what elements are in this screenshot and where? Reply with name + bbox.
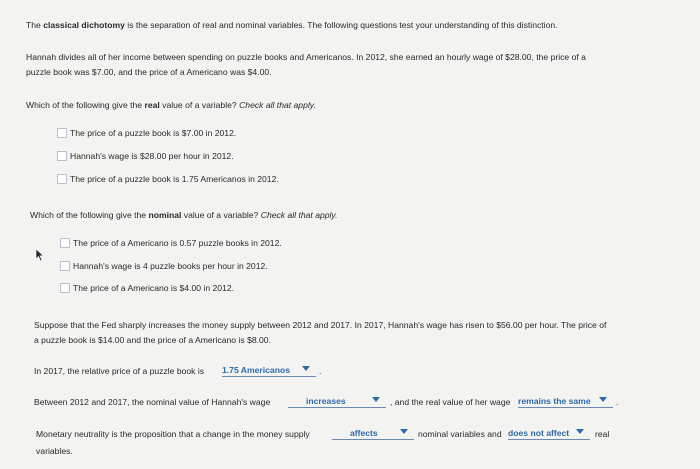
neutrality-question-suffix: real <box>595 429 610 439</box>
chevron-down-icon <box>576 429 584 434</box>
scenario-paragraph: Hannah divides all of her income between spending on puzzle books and Americanos. In 2012, she earned an hourly wage of $28.00, the price of a puzzle book was $7.00, and the price of a Americano was $4.00. <box>26 52 586 77</box>
chevron-down-icon <box>400 429 408 434</box>
q1-option-2-checkbox[interactable] <box>57 151 67 161</box>
q2-option-3-label[interactable]: The price of a Americano is $4.00 in 2012. <box>73 283 234 293</box>
neutrality-blank <box>332 428 350 440</box>
neutrality-question-line2: variables. <box>36 446 73 456</box>
q2-option-1-checkbox[interactable] <box>60 238 70 248</box>
q1-option-1-label[interactable]: The price of a puzzle book is $7.00 in 2012. <box>70 128 237 138</box>
question-real: Which of the following give the real value of a variable? Check all that apply. <box>26 100 316 110</box>
chevron-down-icon <box>302 366 310 371</box>
q2-option-2-label[interactable]: Hannah's wage is 4 puzzle books per hour in 2012. <box>73 261 268 271</box>
real-wage-dropdown[interactable]: remains the same <box>518 396 613 408</box>
relative-price-dropdown[interactable]: 1.75 Americanos <box>222 365 316 377</box>
question-nominal: Which of the following give the nominal value of a variable? Check all that apply. <box>30 210 338 220</box>
chevron-down-icon <box>372 397 380 402</box>
wage-question-prefix: Between 2012 and 2017, the nominal value of Hannah's wage <box>34 397 271 407</box>
q1-option-1-checkbox[interactable] <box>57 128 67 138</box>
q2-option-3-checkbox[interactable] <box>60 283 70 293</box>
nominal-wage-blank <box>288 396 306 408</box>
wage-question-period: . <box>616 397 619 407</box>
chevron-down-icon <box>599 397 607 402</box>
relative-price-question: In 2017, the relative price of a puzzle book is <box>34 366 205 376</box>
q2-option-1-label[interactable]: The price of a Americano is 0.57 puzzle books in 2012. <box>73 238 282 248</box>
q1-option-3-checkbox[interactable] <box>57 174 67 184</box>
q2-option-2-checkbox[interactable] <box>60 261 70 271</box>
mouse-cursor-icon <box>35 248 45 262</box>
nominal-effect-dropdown[interactable]: affects <box>350 428 414 440</box>
q1-option-2-label[interactable]: Hannah's wage is $28.00 per hour in 2012. <box>70 151 234 161</box>
nominal-wage-dropdown[interactable]: increases <box>306 396 386 408</box>
wage-question-middle: , and the real value of her wage <box>390 397 511 407</box>
q1-option-3-label[interactable]: The price of a puzzle book is 1.75 Americanos in 2012. <box>70 174 279 184</box>
scenario-2017-paragraph: Suppose that the Fed sharply increases the money supply between 2012 and 2017. In 2017, Hannah's wage has risen to $56.00 per hour. The price of a puzzle book is $14.00 and the price of a Americano is $8.00. <box>34 320 607 345</box>
real-effect-dropdown[interactable]: does not affect <box>508 428 590 440</box>
intro-text: The classical dichotomy is the separation of real and nominal variables. The following questions test your understanding of this distinction. <box>26 20 558 30</box>
neutrality-question-middle: nominal variables and <box>418 429 502 439</box>
relative-price-period: . <box>319 366 322 376</box>
neutrality-question-prefix: Monetary neutrality is the proposition that a change in the money supply <box>36 429 310 439</box>
